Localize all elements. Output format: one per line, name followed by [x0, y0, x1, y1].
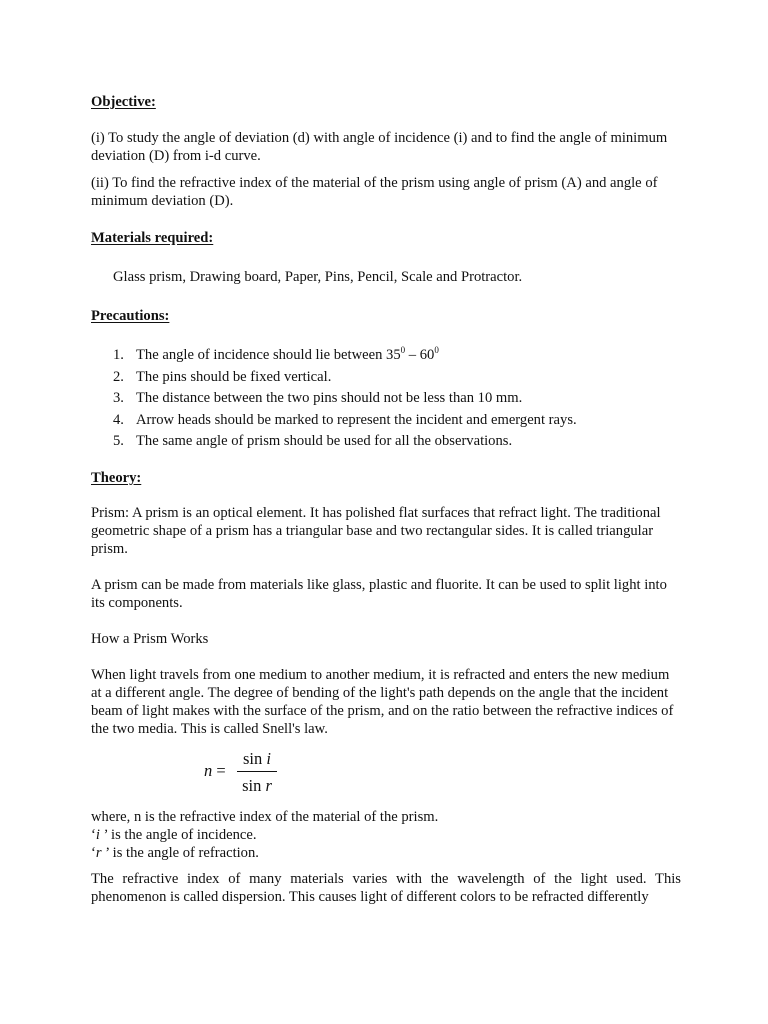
snells-law-formula	[204, 748, 294, 798]
list-number: 2.	[113, 368, 124, 385]
where-line: where, n is the refractive index of the material of the prism.	[91, 809, 439, 825]
precaution-text: The same angle of prism should be used for all the observations.	[136, 433, 513, 449]
formula-numerator: sin i	[243, 749, 271, 768]
formula-fraction	[237, 748, 277, 797]
formula-equals: =	[212, 761, 226, 780]
list-number: 3.	[113, 390, 124, 406]
precaution-item	[91, 411, 681, 433]
precaution-text: The pins should be fixed vertical.	[136, 368, 332, 385]
precautions-heading: Precautions:	[91, 308, 170, 324]
precaution-text: Arrow heads should be marked to represent the incident and emergent rays.	[136, 411, 577, 428]
theory-paragraph-materials: A prism can be made from materials like glass, plastic and fluorite. It can be used to split light into its components.	[91, 577, 667, 611]
definition-i: ‘i ’ is the angle of incidence.	[91, 827, 257, 843]
formula-denominator: sin r	[242, 776, 272, 795]
list-number: 5.	[113, 433, 124, 449]
precaution-text: The distance between the two pins should not be less than 10 mm.	[136, 390, 523, 406]
formula-lhs-variable: n	[204, 761, 213, 780]
materials-heading: Materials required:	[91, 230, 214, 246]
objective-heading: Objective:	[91, 94, 156, 110]
precaution-item	[91, 432, 681, 454]
theory-heading: Theory:	[91, 470, 142, 486]
precaution-text: The angle of incidence should lie between $35^0 - 60^0$	[136, 345, 439, 363]
objective-item-2: (ii) To find the refractive index of the material of the prism using angle of prism (A) and angle of minimum deviation (D).	[91, 175, 658, 209]
precaution-item	[91, 368, 681, 390]
precaution-item	[91, 389, 681, 411]
fraction-bar	[237, 771, 277, 772]
theory-subheading: How a Prism Works	[91, 631, 209, 647]
list-number: 4.	[113, 411, 124, 428]
theory-paragraph-snells-law: When light travels from one medium to another medium, it is refracted and enters the new medium at a different angle. The degree of bending of the light's path depends on the angle that the incident beam of light makes with the surface of the prism, and on the ratio between the refractive indices of the two media. This is called Snell's law.	[91, 667, 674, 737]
theory-paragraph-prism: Prism: A prism is an optical element. It has polished flat surfaces that refract light. The traditional geometric shape of a prism has a triangular base and two rectangular sides. It is called triangular prism.	[91, 505, 661, 557]
precautions-list	[91, 346, 681, 454]
definition-r: ‘r ’ is the angle of refraction.	[91, 845, 259, 861]
precaution-item	[91, 346, 681, 368]
theory-paragraph-dispersion: The refractive index of many materials varies with the wavelength of the light used. This phenomenon is called dispersion. This causes light of different colors to be refracted differently	[91, 871, 681, 905]
materials-text: Glass prism, Drawing board, Paper, Pins, Pencil, Scale and Protractor.	[113, 269, 523, 285]
objective-item-1: (i) To study the angle of deviation (d) with angle of incidence (i) and to find the angle of minimum deviation (D) from i-d curve.	[91, 130, 668, 164]
list-number: 1.	[113, 347, 124, 363]
